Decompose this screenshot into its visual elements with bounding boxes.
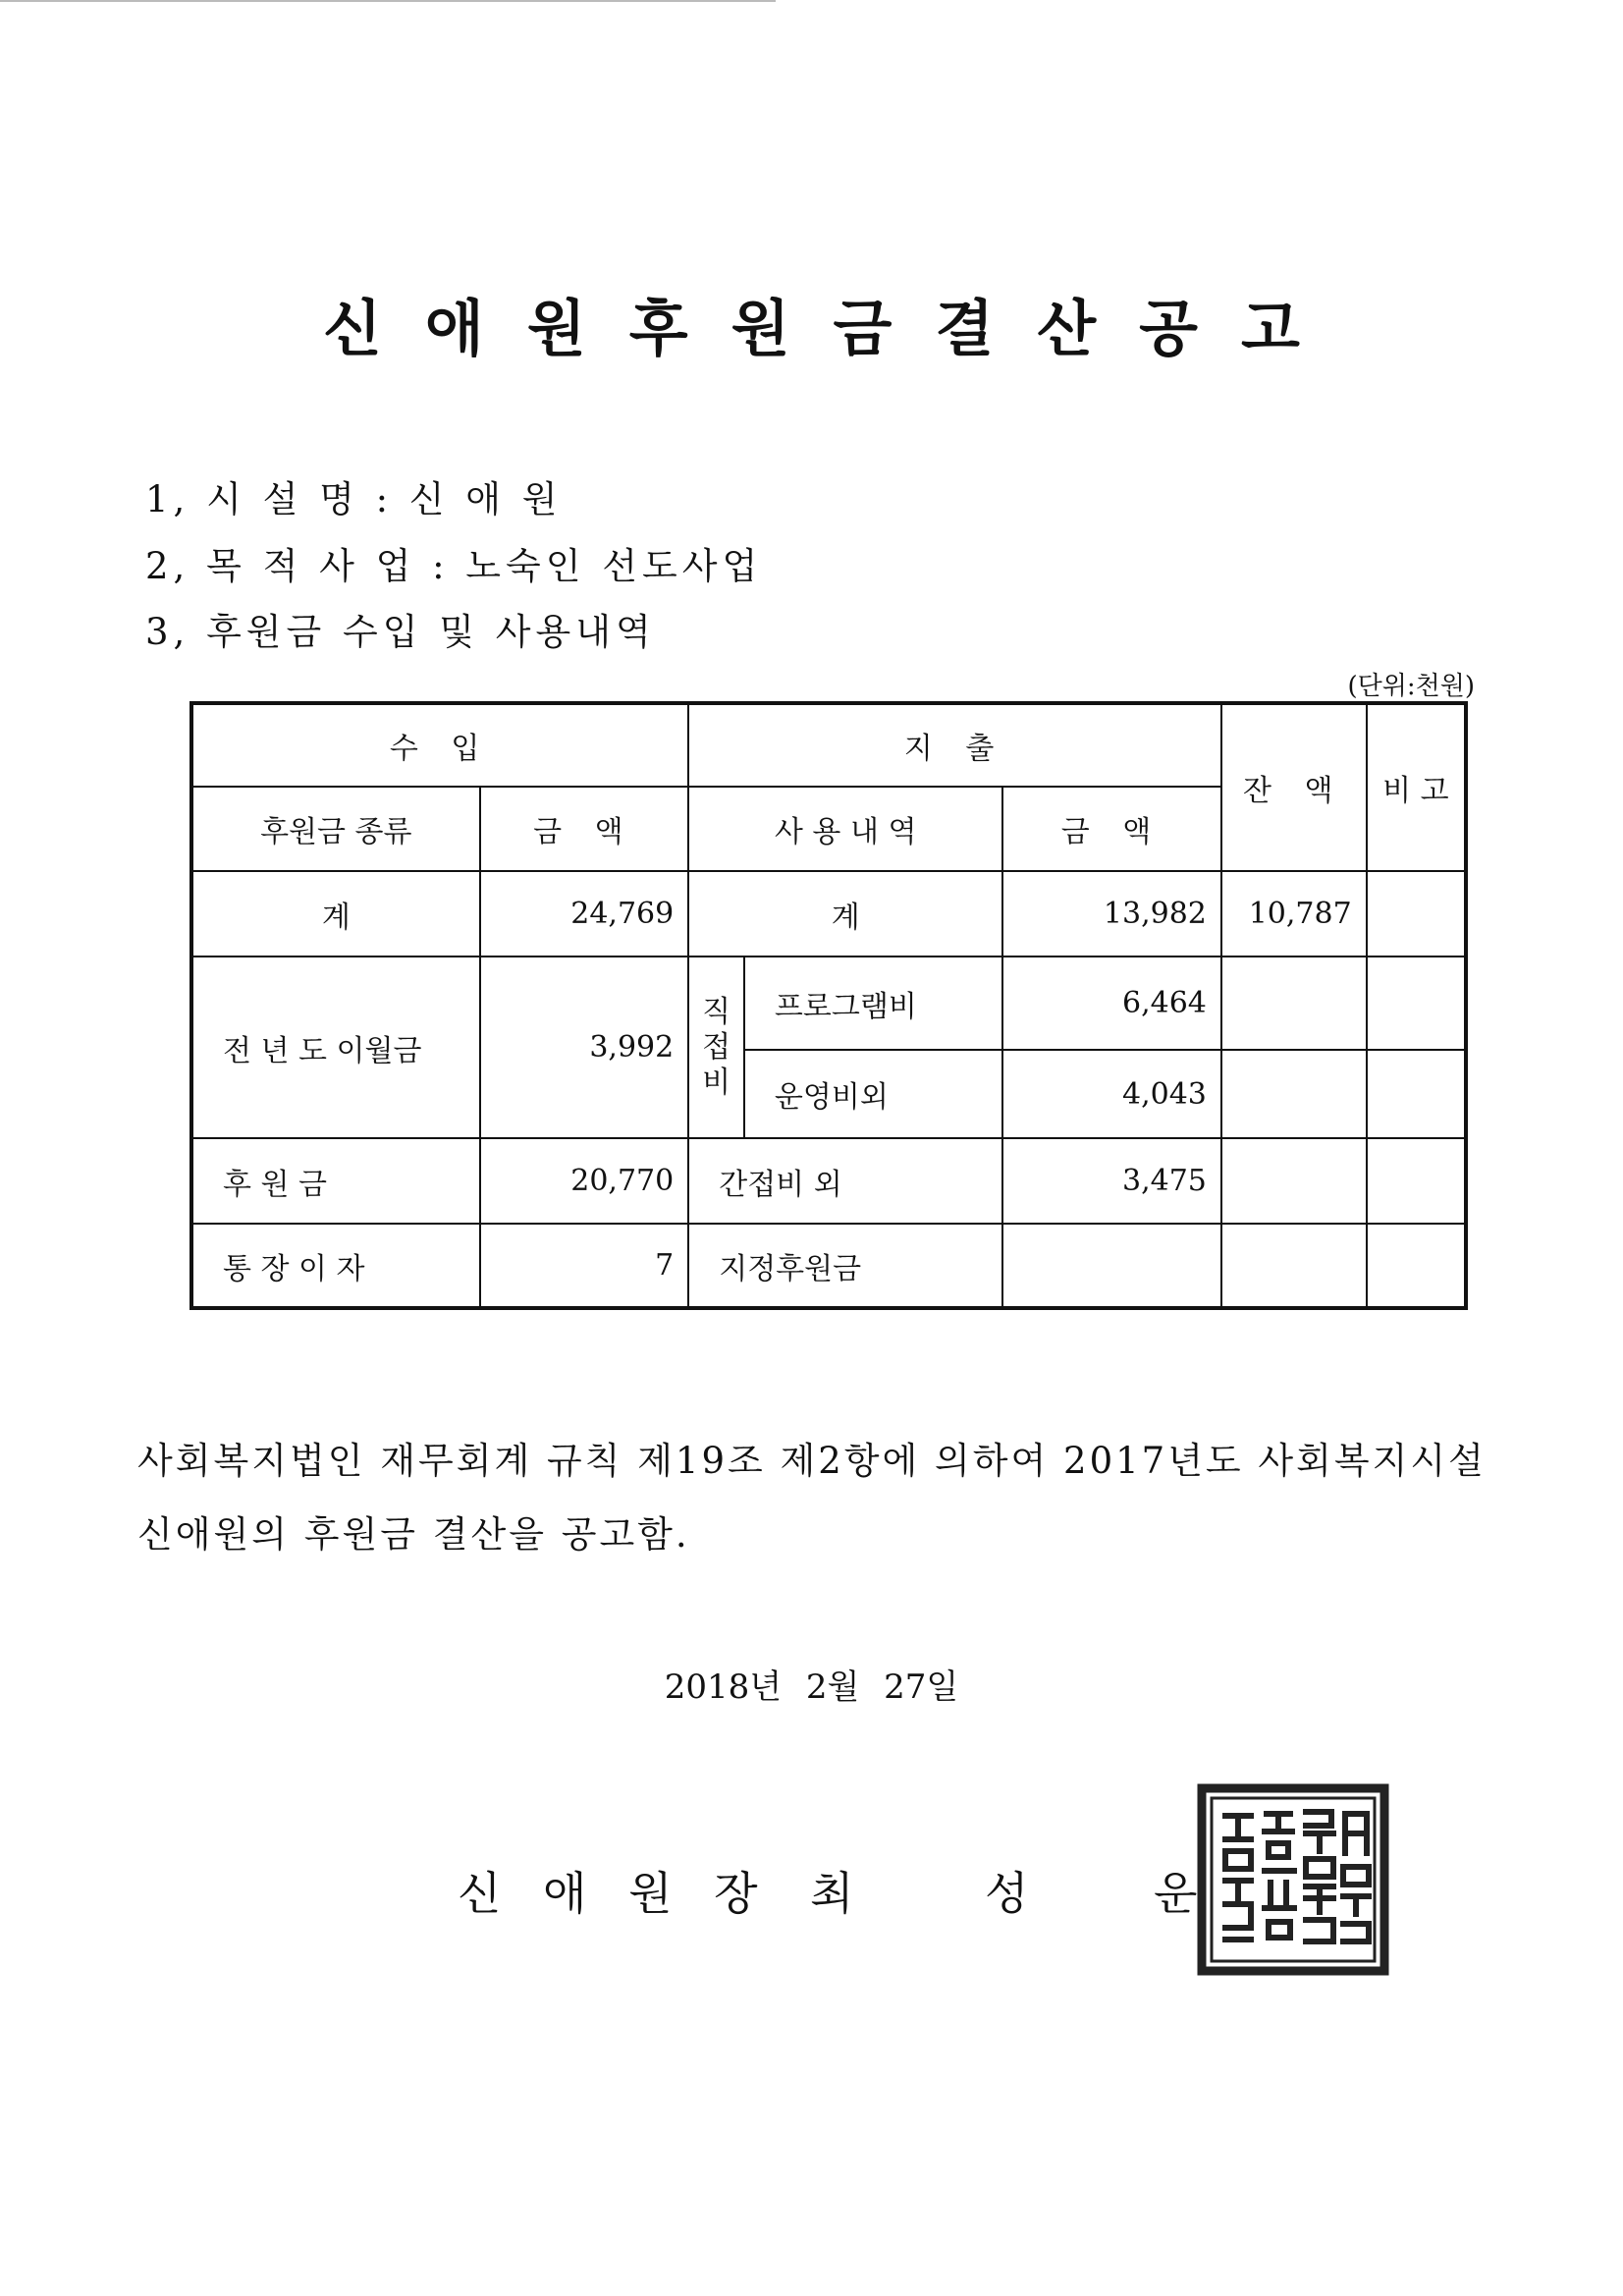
expense-amount-header: 금 액 — [1002, 787, 1221, 871]
signer-name-2: 성 — [985, 1867, 1029, 1920]
expense-header: 지 출 — [688, 703, 1221, 787]
balance-cell — [1221, 1050, 1367, 1138]
remarks-cell — [1367, 1138, 1466, 1224]
total-income-value: 24,769 — [480, 871, 689, 957]
remarks-cell — [1367, 871, 1466, 957]
official-seal — [1196, 1782, 1390, 1977]
remarks-cell — [1367, 957, 1466, 1050]
balance-header: 잔 액 — [1221, 703, 1367, 871]
remarks-cell — [1367, 1224, 1466, 1308]
income-header: 수 입 — [191, 703, 688, 787]
signer-position: 신 애 원 장 — [458, 1867, 772, 1920]
issue-date: 2018년 2월 27일 — [664, 1667, 959, 1707]
program-cost-label: 프로그램비 — [744, 957, 1002, 1050]
signer-name-1: 최 — [810, 1867, 854, 1920]
income-amount-header: 금 액 — [480, 787, 689, 871]
total-income-label: 계 — [191, 871, 480, 957]
indirect-cost-label: 간접비 외 — [688, 1138, 1002, 1224]
remarks-cell — [1367, 1050, 1466, 1138]
balance-cell — [1221, 1138, 1367, 1224]
donation-value: 20,770 — [480, 1138, 689, 1224]
unit-note: (단위:천원) — [1347, 672, 1475, 701]
notice-paragraph — [137, 1424, 1512, 1571]
facility-name-line: 1, 시 설 명 : 신 애 원 — [145, 478, 563, 520]
balance-cell — [1221, 1224, 1367, 1308]
balance-value: 10,787 — [1221, 871, 1367, 957]
interest-label: 통 장 이 자 — [191, 1224, 480, 1308]
remarks-header: 비 고 — [1367, 703, 1466, 871]
usage-header: 사 용 내 역 — [688, 787, 1002, 871]
income-type-header: 후원금 종류 — [191, 787, 480, 871]
top-edge-line — [0, 0, 776, 2]
direct-cost-label: 직접비 — [688, 957, 744, 1138]
operating-cost-value: 4,043 — [1002, 1050, 1221, 1138]
total-expense-value: 13,982 — [1002, 871, 1221, 957]
operating-cost-label: 운영비외 — [744, 1050, 1002, 1138]
carryover-label: 전 년 도 이월금 — [191, 957, 480, 1138]
designated-amount-cell — [1002, 1224, 1221, 1308]
balance-cell — [1221, 957, 1367, 1050]
total-expense-label: 계 — [688, 871, 1002, 957]
donation-label: 후 원 금 — [191, 1138, 480, 1224]
program-cost-value: 6,464 — [1002, 957, 1221, 1050]
purpose-line: 2, 목 적 사 업 : 노숙인 선도사업 — [145, 545, 763, 587]
interest-value: 7 — [480, 1224, 689, 1308]
income-usage-heading: 3, 후원금 수입 및 사용내역 — [145, 611, 656, 653]
notice-line-1: 사회복지법인 재무회계 규칙 제19조 제2항에 의하여 2017년도 사회복지시설 — [137, 1440, 1487, 1482]
settlement-table — [189, 701, 1468, 1310]
indirect-cost-value: 3,475 — [1002, 1138, 1221, 1224]
document-title: 신애원후원금결산공고 — [323, 293, 1343, 364]
signer-name-3: 운 — [1154, 1867, 1198, 1920]
designated-donation-label: 지정후원금 — [688, 1224, 1002, 1308]
carryover-value: 3,992 — [480, 957, 689, 1138]
notice-line-2: 신애원의 후원금 결산을 공고함. — [137, 1513, 690, 1556]
